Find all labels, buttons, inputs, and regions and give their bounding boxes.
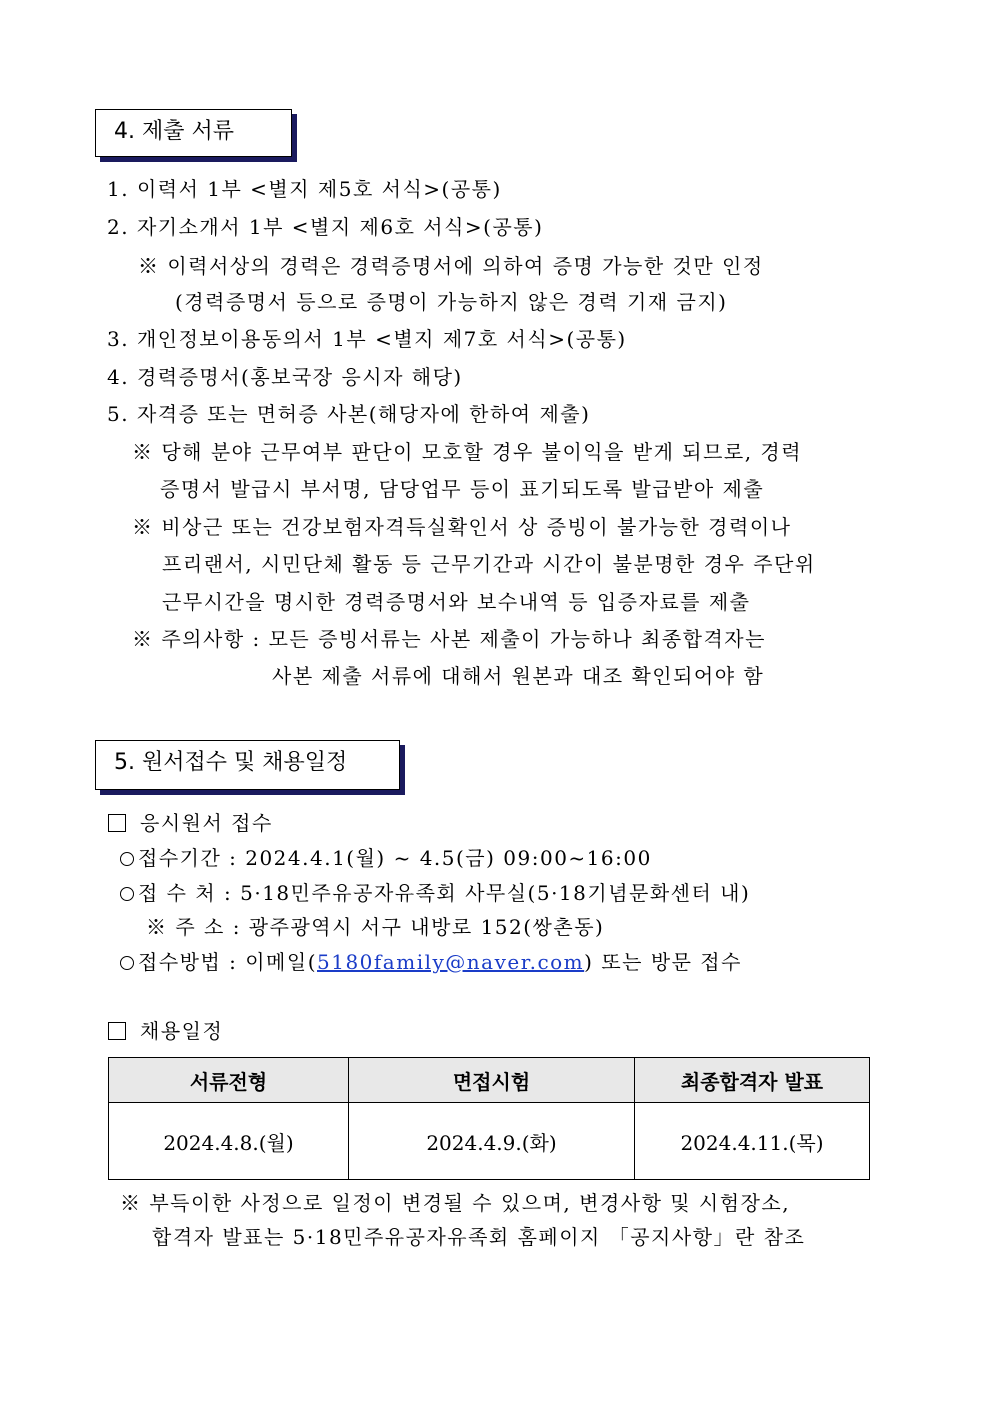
- reception-heading: [108, 808, 273, 838]
- section4-heading: 4. 제출 서류: [95, 109, 292, 157]
- email-link[interactable]: 5180family@naver.com: [317, 950, 585, 974]
- schedule-note-1: ※ 부득이한 사정으로 일정이 변경될 수 있으며, 변경사항 및 시험장소,: [120, 1191, 791, 1215]
- doc-item-4: 4. 경력증명서(홍보국장 응시자 해당): [107, 365, 463, 389]
- reception-method: [120, 947, 742, 977]
- schedule-heading: [108, 1016, 223, 1046]
- schedule-date-documents: 2024.4.8.(월): [109, 1103, 349, 1180]
- schedule-header-interview: 면접시험: [349, 1058, 635, 1103]
- reception-period-text: 접수기간 : 2024.4.1(월) ~ 4.5(금) 09:00~16:00: [138, 846, 652, 870]
- schedule-header-final: 최종합격자 발표: [635, 1058, 870, 1103]
- doc-note-career-cont: (경력증명서 등으로 증명이 가능하지 않은 경력 기재 금지): [175, 290, 728, 314]
- doc-item-1: 1. 이력서 1부 <별지 제5호 서식>(공통): [107, 177, 502, 201]
- doc-note-3-cont: 사본 제출 서류에 대해서 원본과 대조 확인되어야 함: [272, 664, 765, 688]
- reception-place-text: 접 수 처 : 5·18민주유공자유족회 사무실(5·18기념문화센터 내): [138, 881, 751, 905]
- schedule-date-final: 2024.4.11.(목): [635, 1103, 870, 1180]
- doc-note-1-cont: 증명서 발급시 부서명, 담당업무 등이 표기되도록 발급받아 제출: [160, 477, 765, 501]
- checkbox-icon: [108, 814, 126, 832]
- schedule-header-row: [109, 1058, 870, 1103]
- doc-item-2: 2. 자기소개서 1부 <별지 제6호 서식>(공통): [107, 215, 544, 239]
- schedule-heading-label: 채용일정: [140, 1019, 224, 1043]
- doc-note-3: ※ 주의사항 : 모든 증빙서류는 사본 제출이 가능하나 최종합격자는: [132, 627, 766, 651]
- schedule-header-documents: 서류전형: [109, 1058, 349, 1103]
- doc-item-3: 3. 개인정보이용동의서 1부 <별지 제7호 서식>(공통): [107, 327, 627, 351]
- schedule-date-interview: 2024.4.9.(화): [349, 1103, 635, 1180]
- reception-heading-label: 응시원서 접수: [140, 811, 273, 835]
- section5-heading: 5. 원서접수 및 채용일정: [95, 740, 400, 790]
- doc-item-5: 5. 자격증 또는 면허증 사본(해당자에 한하여 제출): [107, 402, 591, 426]
- circle-bullet-icon: [120, 852, 134, 866]
- doc-note-2-cont2: 근무시간을 명시한 경력증명서와 보수내역 등 입증자료를 제출: [162, 590, 751, 614]
- schedule-date-row: [109, 1103, 870, 1180]
- reception-period: [120, 843, 652, 873]
- checkbox-icon: [108, 1022, 126, 1040]
- doc-note-career: ※ 이력서상의 경력은 경력증명서에 의하여 증명 가능한 것만 인정: [138, 254, 764, 278]
- doc-note-2: ※ 비상근 또는 건강보험자격득실확인서 상 증빙이 불가능한 경력이나: [132, 515, 792, 539]
- doc-note-2-cont: 프리랜서, 시민단체 활동 등 근무기간과 시간이 불분명한 경우 주단위: [162, 552, 816, 576]
- circle-bullet-icon: [120, 887, 134, 901]
- reception-place: [120, 878, 750, 908]
- schedule-table: [108, 1057, 870, 1180]
- schedule-note-1-cont: 합격자 발표는 5·18민주유공자유족회 홈페이지 「공지사항」란 참조: [152, 1225, 806, 1249]
- reception-method-prefix: 접수방법 : 이메일(: [138, 950, 317, 974]
- doc-note-1: ※ 당해 분야 근무여부 판단이 모호할 경우 불이익을 받게 되므로, 경력: [132, 440, 803, 464]
- reception-address: ※ 주 소 : 광주광역시 서구 내방로 152(쌍촌동): [146, 915, 605, 939]
- reception-method-suffix: ) 또는 방문 접수: [584, 950, 742, 974]
- circle-bullet-icon: [120, 956, 134, 970]
